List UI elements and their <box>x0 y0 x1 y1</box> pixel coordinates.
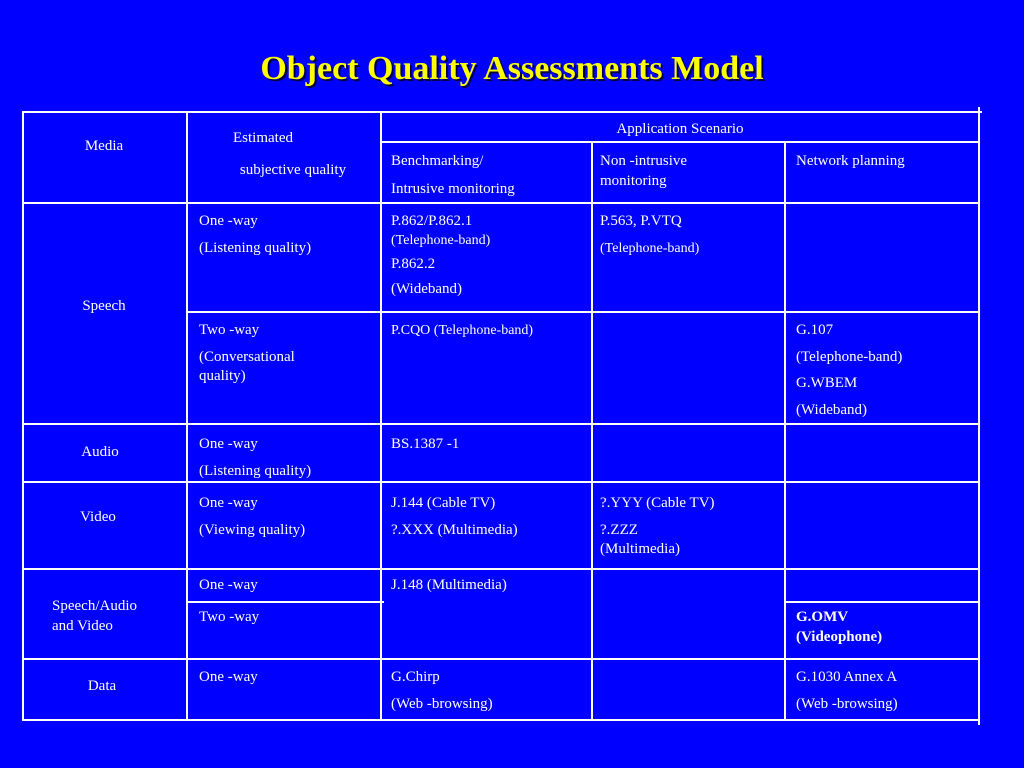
header-non-intrusive: Non -intrusive monitoring <box>600 153 688 189</box>
header-bottom-line <box>22 202 980 204</box>
media-speech: Speech <box>82 298 126 314</box>
speech-two-way-quality: Two -way (Conversational quality) <box>199 322 295 384</box>
audio-quality: One -way (Listening quality) <box>199 436 312 479</box>
sav-two-way-network: G.OMV (Videophone) <box>796 609 883 645</box>
sav-one-way-benchmarking: J.148 (Multimedia) <box>391 577 507 593</box>
video-nonintrusive: ?.YYY (Cable TV) ?.ZZZ (Multimedia) <box>600 495 715 557</box>
media-data: Data <box>87 678 117 694</box>
media-column-line <box>186 111 188 719</box>
sav-one-way-quality: One -way <box>199 577 258 593</box>
header-network-planning: Network planning <box>796 153 905 169</box>
audio-benchmarking: BS.1387 -1 <box>391 436 460 452</box>
app-scenario-divider <box>380 141 978 143</box>
speech-row-divider <box>188 311 978 313</box>
table-border-left <box>22 111 24 721</box>
bench-column-line <box>591 141 593 719</box>
data-quality: One -way <box>199 669 258 685</box>
video-bottom-line <box>22 568 980 570</box>
header-benchmarking: Benchmarking/ Intrusive monitoring <box>391 153 515 197</box>
media-audio: Audio <box>81 444 119 460</box>
data-network: G.1030 Annex A (Web -browsing) <box>796 669 898 712</box>
speech-bottom-line <box>22 423 980 425</box>
audio-bottom-line <box>22 481 980 483</box>
header-application-scenario: Application Scenario <box>616 121 744 137</box>
speech-two-way-benchmarking: P.CQO (Telephone-band) <box>391 323 534 338</box>
speech-one-way-benchmarking: P.862/P.862.1 (Telephone-band) P.862.2 (Wideband) <box>391 213 491 298</box>
table-border-top <box>22 111 982 113</box>
table-border-bottom <box>22 719 980 721</box>
sav-bottom-line <box>22 658 980 660</box>
data-benchmarking: G.Chirp (Web -browsing) <box>391 669 493 712</box>
video-quality: One -way (Viewing quality) <box>199 495 306 538</box>
table-border-right <box>978 107 980 725</box>
media-video: Video <box>80 509 116 525</box>
quality-column-line <box>380 111 382 719</box>
page-title: Object Quality Assessments Model <box>260 50 764 87</box>
media-speech-audio-video: Speech/Audio and Video <box>52 598 137 634</box>
header-estimated-quality: Estimated subjective quality <box>233 130 347 178</box>
sav-one-way-line-b <box>785 601 978 603</box>
speech-one-way-quality: One -way (Listening quality) <box>199 213 312 256</box>
sav-two-way-quality: Two -way <box>199 609 260 625</box>
speech-one-way-nonintrusive: P.563, P.VTQ (Telephone-band) <box>600 213 700 256</box>
video-benchmarking: J.144 (Cable TV) ?.XXX (Multimedia) <box>391 495 518 538</box>
sav-one-way-line-a <box>188 601 384 603</box>
speech-two-way-network: G.107 (Telephone-band) G.WBEM (Wideband) <box>796 322 903 418</box>
header-media: Media <box>84 138 124 154</box>
nonintrusive-column-line <box>784 141 786 719</box>
